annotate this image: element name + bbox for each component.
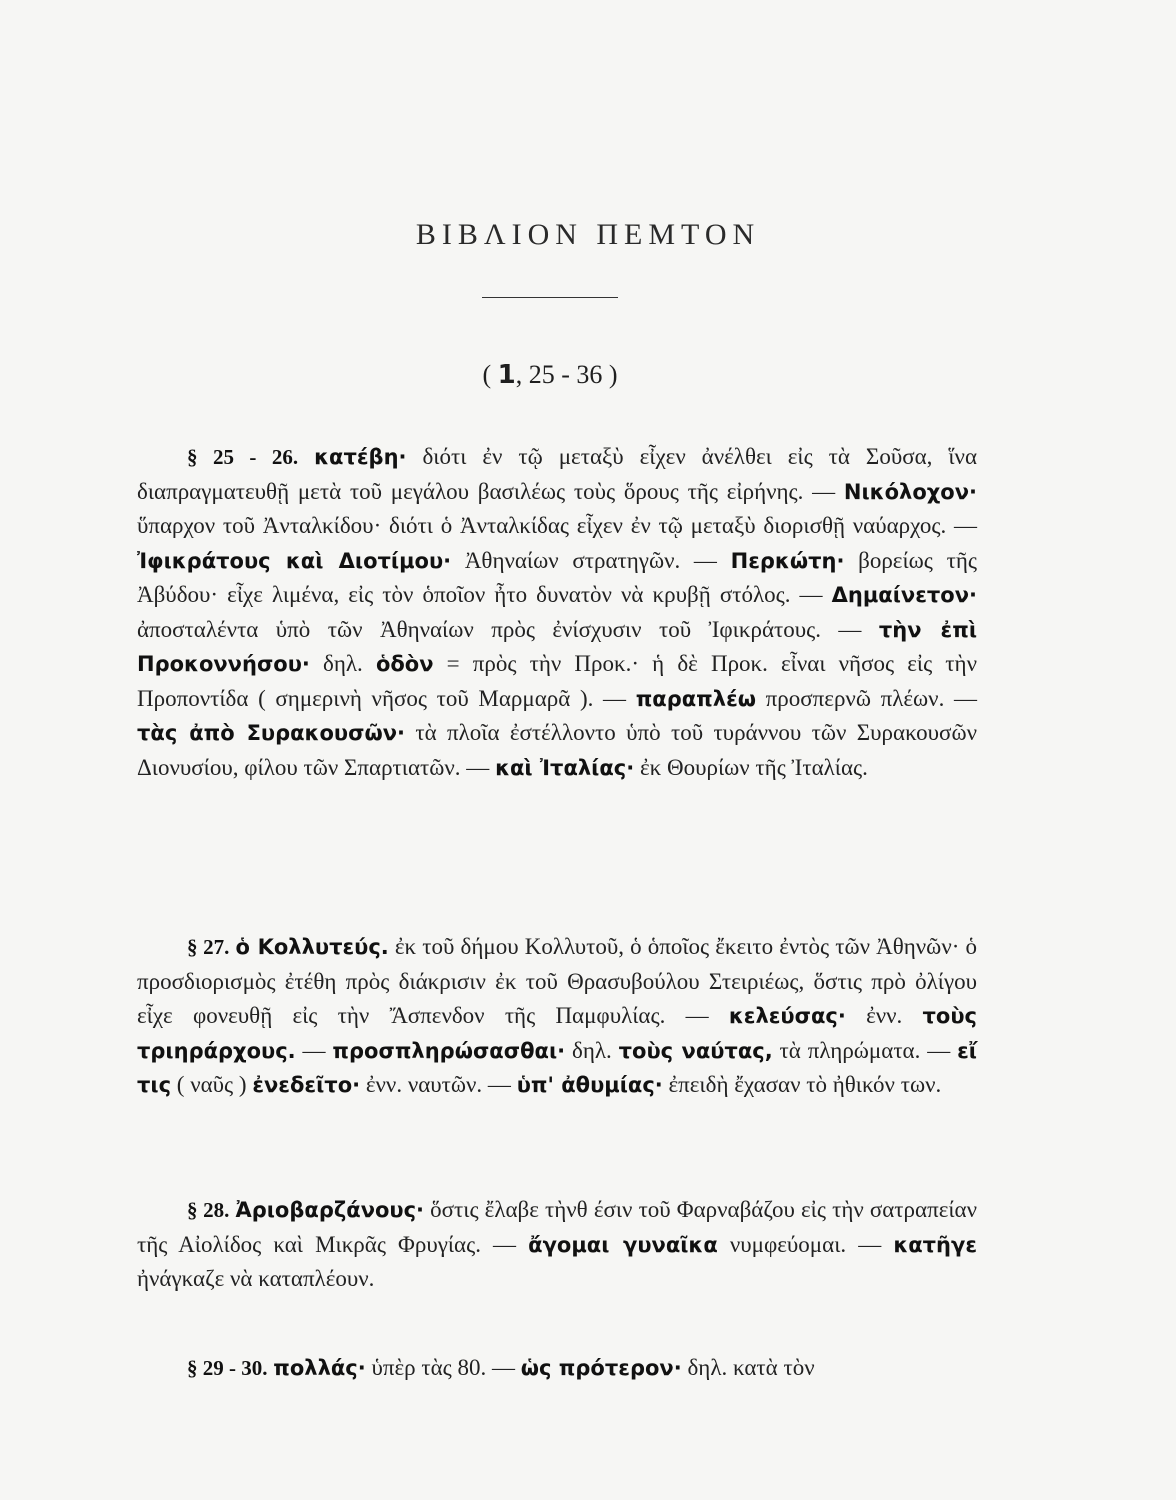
lemma-term: ἄγομαι γυναῖκα: [528, 1232, 718, 1257]
gloss-text: τὰ πληρώματα. —: [772, 1037, 958, 1063]
commentary-paragraph: [137, 440, 977, 785]
lemma-term: Νικόλοχον·: [843, 479, 977, 504]
gloss-text: προσπερνῶ πλέων. —: [756, 685, 977, 711]
gloss-text: ἐκ Θουρίων τῆς Ἰταλίας.: [634, 754, 868, 780]
range-book-number: 1: [497, 360, 516, 390]
lemma-term: Ἰφικράτους καὶ Διοτίμου·: [137, 548, 452, 573]
gloss-text: ὕπαρχον τοῦ Ἀνταλκίδου· διότι ὁ Ἀνταλκίδας εἶχεν ἐν τῷ μεταξὺ διορισθῇ ναύαρχος. —: [137, 513, 977, 538]
lemma-term: ἐνεδεῖτο·: [252, 1073, 361, 1097]
lemma-term: προσπληρώσασθαι·: [332, 1038, 566, 1063]
lemma-term: τὴν ἐπὶ Προκοννήσου·: [137, 617, 977, 676]
lemma-term: εἴ τις: [137, 1038, 977, 1097]
lemma-term: τοὺς τριηράρχους.: [137, 1004, 977, 1063]
gloss-text: νυμφεύομαι. —: [717, 1231, 894, 1257]
lemma-term: ὁ Κολλυτεύς.: [235, 935, 389, 959]
commentary-paragraph: [137, 1351, 977, 1386]
gloss-text: ὑπὲρ τὰς 80. —: [365, 1355, 521, 1380]
range-open: (: [482, 360, 498, 389]
gloss-text: δηλ.: [565, 1037, 619, 1063]
lemma-term: Δημαίνετον·: [831, 583, 977, 607]
gloss-text: βορείως τῆς Ἀβύδου· εἶχε λιμένα, εἰς τὸν ὁποῖον ἦτο δυνατὸν νὰ κρυβῇ στόλος. —: [137, 547, 977, 607]
section-number: § 28.: [187, 1198, 230, 1222]
gloss-text: —: [295, 1037, 333, 1063]
gloss-text: ἐνν.: [845, 1003, 923, 1028]
section-number: § 27.: [187, 935, 230, 959]
lemma-term: παραπλέω: [635, 686, 757, 711]
lemma-term: καὶ Ἰταλίας·: [495, 755, 635, 780]
gloss-text: ἐνν. ναυτῶν. —: [360, 1072, 517, 1097]
range-rest: , 25 - 36 ): [515, 360, 618, 389]
gloss-text: ἀποσταλέντα ὑπὸ τῶν Ἀθηναίων πρὸς ἐνίσχυσιν τοῦ Ἰφικράτους. —: [137, 616, 879, 642]
lemma-term: κατῆγε: [893, 1232, 978, 1257]
gloss-text: δηλ.: [309, 651, 376, 676]
section-number: § 29 - 30.: [187, 1356, 268, 1380]
gloss-text: = πρὸς τὴν Προκ.· ἡ δὲ Προκ. εἶναι νῆσος εἰς τὴν Προποντίδα ( σημερινὴ νῆσος τοῦ Μαρμαρᾶ ). —: [137, 651, 977, 711]
lemma-term: τὰς ἀπὸ Συρακουσῶν·: [137, 721, 405, 745]
lemma-term: κελεύσας·: [728, 1004, 846, 1028]
lemma-term: τοὺς ναύτας,: [618, 1038, 773, 1063]
section-number: § 25 - 26.: [187, 445, 299, 469]
gloss-text: δηλ. κατὰ τὸν: [681, 1355, 815, 1380]
lemma-term: Περκώτη·: [730, 548, 845, 573]
gloss-text: διότι ἐν τῷ μεταξὺ εἶχεν ἀνέλθει εἰς τὰ Σοῦσα, ἵνα διαπραγματευθῇ μετὰ τοῦ μεγάλου βασιλέως τοὺς ὅρους τῆς εἰρήνης. —: [137, 444, 977, 504]
lemma-term: ὡς πρότερον·: [520, 1356, 682, 1380]
commentary-paragraph: [137, 1193, 977, 1297]
lemma-term: Ἀριοβαρζάνους·: [235, 1198, 425, 1222]
gloss-text: ἐκ τοῦ δήμου Κολλυτοῦ, ὁ ὁποῖος ἔκειτο ἐντὸς τῶν Ἀθηνῶν· ὁ προσδιορισμὸς ἐτέθη πρὸς διάκρισιν ἐκ τοῦ Θρασυβούλου Στειριέως, ὅστις πρὸ ὀλίγου εἶχε φονευθῇ εἰς τὴν Ἄσπενδον τῆς Παμφυλίας. —: [137, 934, 977, 1028]
gloss-text: ἠνάγκαζε νὰ καταπλέουν.: [137, 1266, 375, 1291]
gloss-text: Ἀθηναίων στρατηγῶν. —: [451, 547, 731, 573]
lemma-term: ὑπ' ἀθυμίας·: [516, 1073, 663, 1097]
book-title: ΒΙΒΛΙΟΝ ΠΕΜΤΟΝ: [415, 218, 761, 251]
gloss-text: τὰ πλοῖα ἐστέλλοντο ὑπὸ τοῦ τυράννου τῶν Συρακουσῶν Διονυσίου, φίλου τῶν Σπαρτιατῶν. —: [137, 720, 977, 780]
lemma-term: κατέβη·: [314, 445, 407, 469]
chapter-range: [0, 360, 1100, 390]
commentary-paragraph: [137, 930, 977, 1103]
gloss-text: ( ναῦς ): [171, 1072, 253, 1097]
gloss-text: ὅστις ἔλαβε τὴνθ έσιν τοῦ Φαρναβάζου εἰς τὴν σατραπείαν τῆς Αἰολίδος καὶ Μικρᾶς Φρυγίας. —: [137, 1197, 977, 1257]
title-rule: [482, 297, 618, 298]
lemma-term: ὁδὸν: [375, 652, 434, 676]
lemma-term: πολλάς·: [273, 1356, 366, 1380]
gloss-text: ἐπειδὴ ἔχασαν τὸ ἠθικόν των.: [662, 1072, 942, 1097]
